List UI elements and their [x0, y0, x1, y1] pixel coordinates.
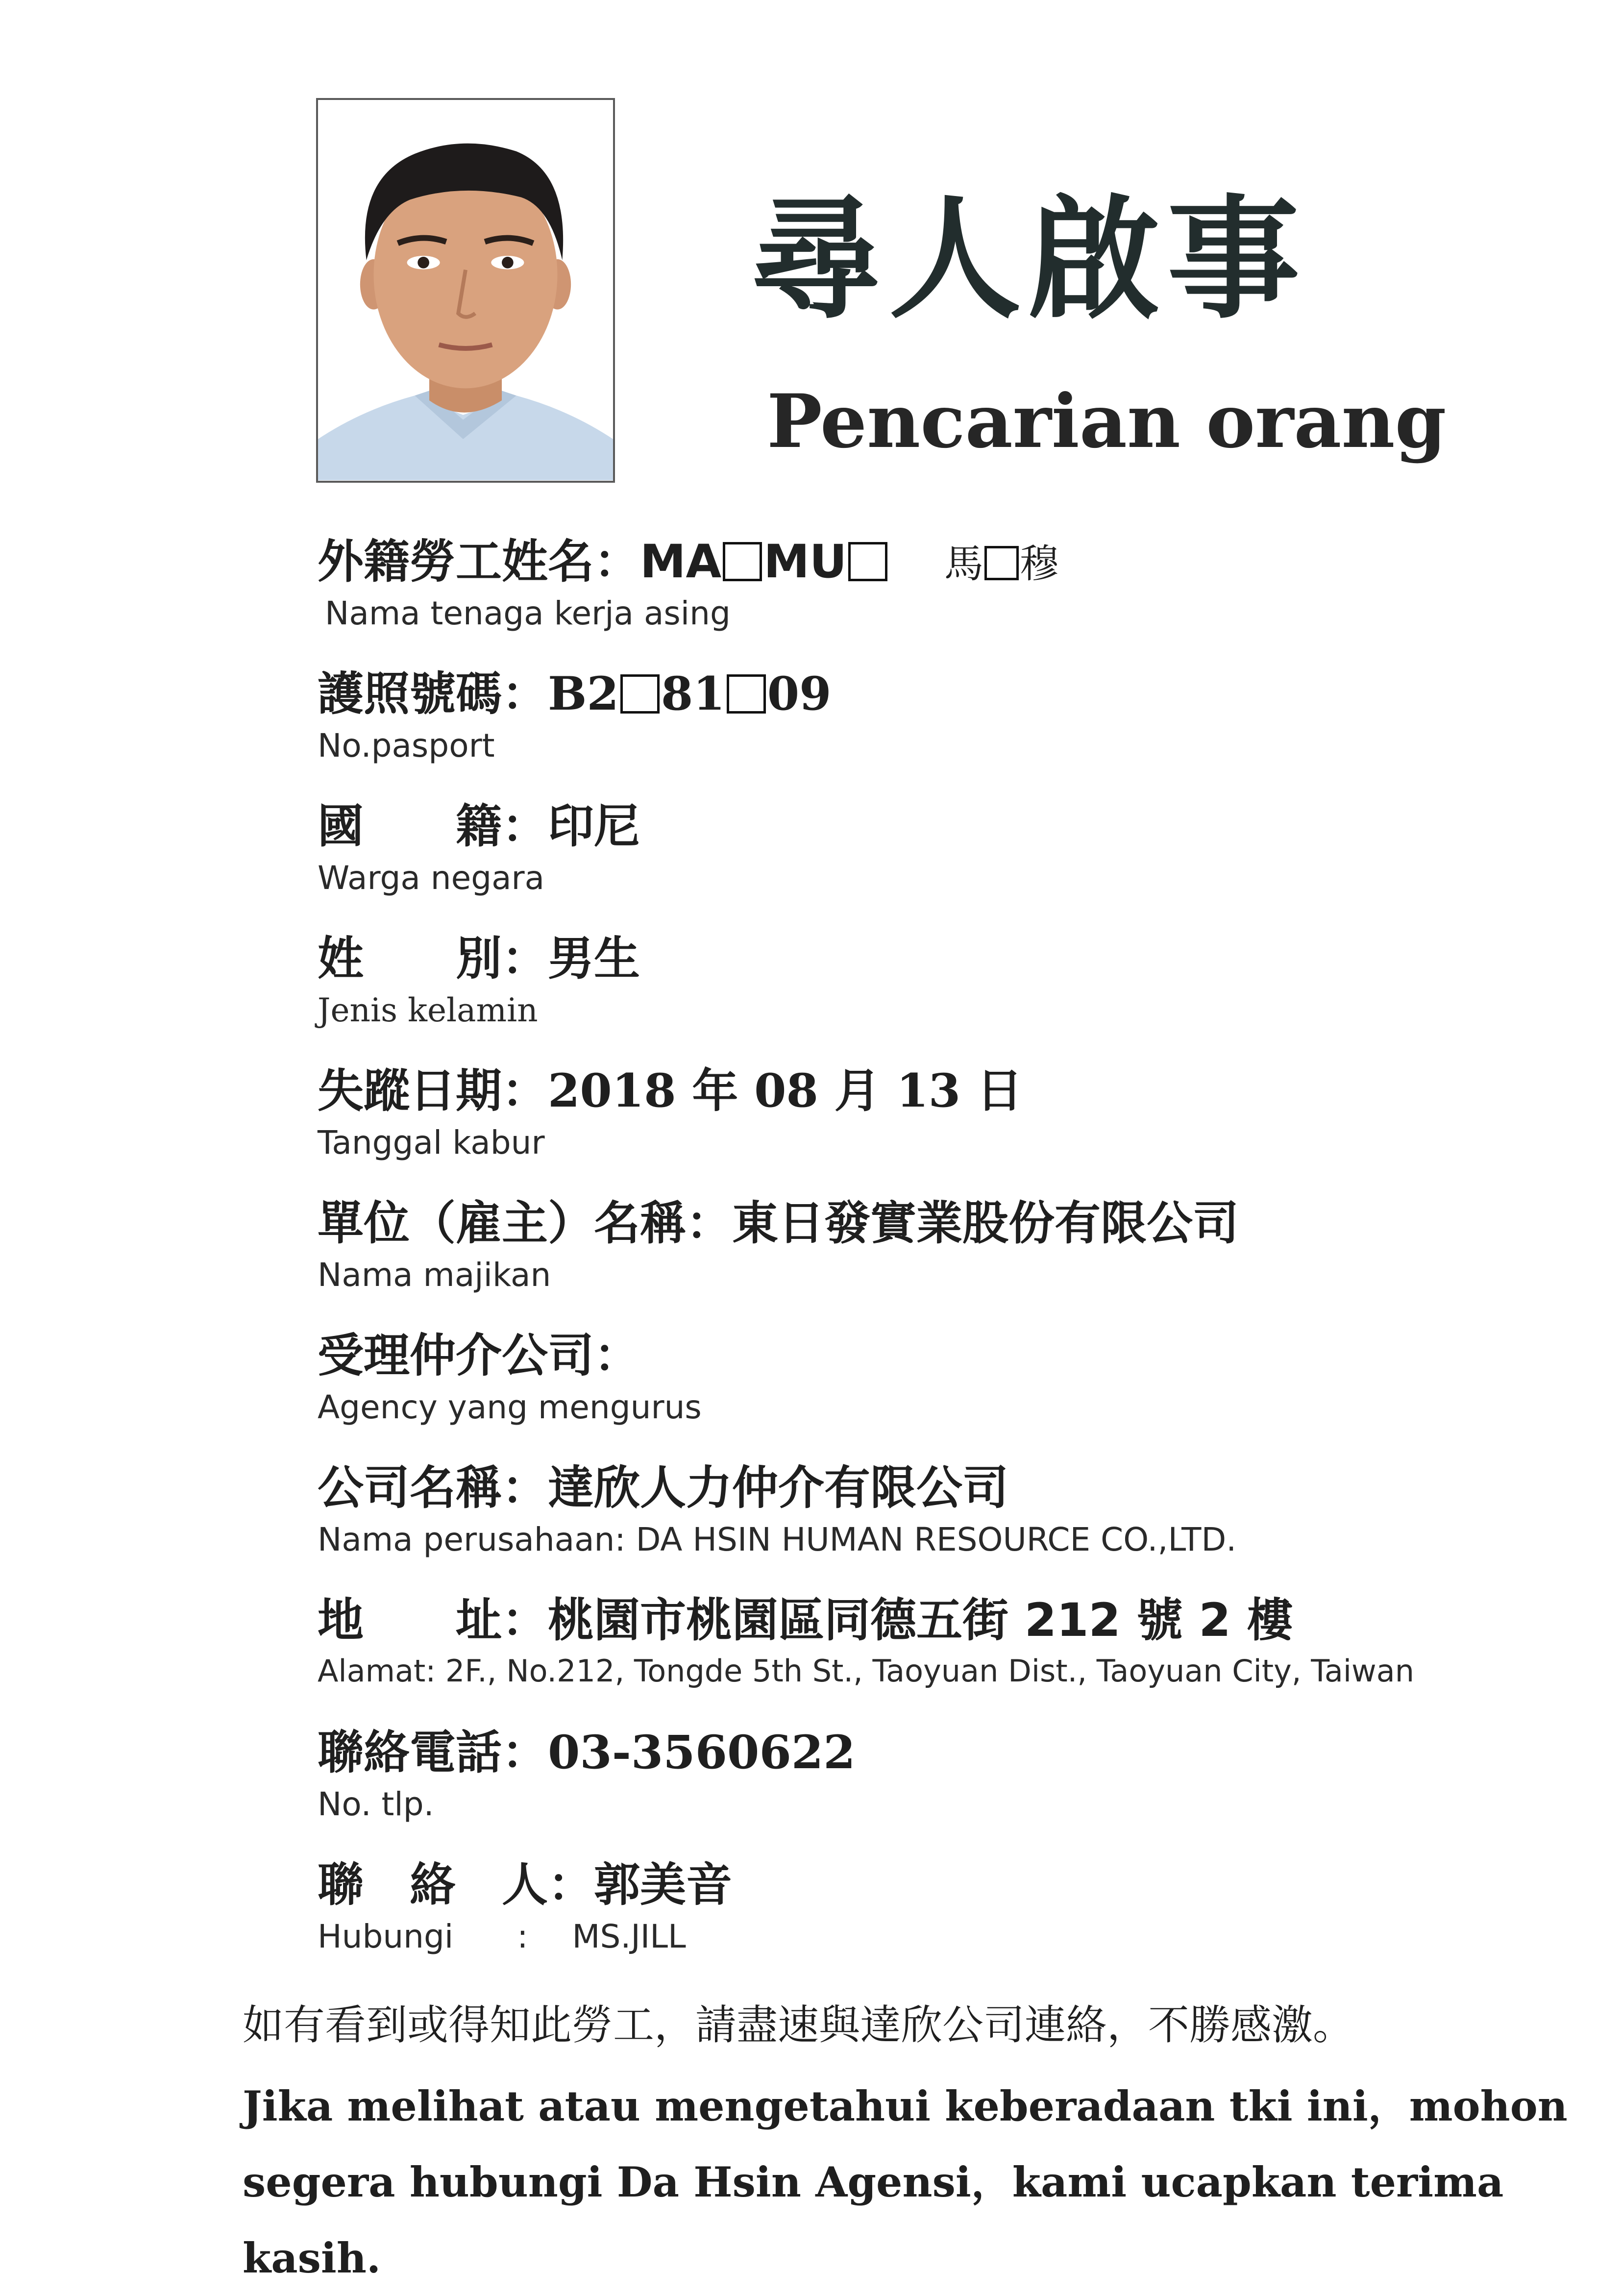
field-contact — [318, 1860, 1518, 1955]
address-sub: Alamat: 2F., No.212, Tongde 5th St., Taoyuan Dist., Taoyuan City, Taiwan — [318, 1653, 1415, 1689]
passport-value-part2: 81 — [661, 667, 725, 721]
name-value-part2: MU — [763, 535, 847, 589]
redaction-box — [848, 542, 887, 581]
phone-sub: No. tlp. — [318, 1785, 434, 1824]
name-label: 外籍勞工姓名： — [318, 535, 640, 589]
field-nationality — [318, 801, 1518, 896]
redaction-box — [723, 542, 762, 581]
company-sub: Nama perusahaan: DA HSIN HUMAN RESOURCE CO.,LTD. — [318, 1521, 1237, 1559]
field-employer — [318, 1198, 1518, 1293]
passport-value-part1: B2 — [548, 667, 619, 721]
redaction-box — [620, 674, 660, 714]
contact-sub-value: MS.JILL — [572, 1918, 686, 1956]
nationality-label: 國 籍： — [318, 800, 548, 853]
missing-date-value: 2018 年 08 月 13 日 — [548, 1064, 1023, 1118]
field-phone — [318, 1728, 1518, 1823]
contact-sub-sep: : — [517, 1918, 528, 1956]
field-company — [318, 1463, 1518, 1558]
redaction-box — [727, 674, 766, 714]
company-value: 達欣人力仲介有限公司 — [548, 1461, 1009, 1515]
closing-indonesian: Jika melihat atau mengetahui keberadaan tki ini，mohon segera hubungi Da Hsin Agensi，kami ucapkan terima kasih. — [243, 2082, 1568, 2282]
title-chinese: 尋人啟事 — [750, 182, 1306, 337]
field-name — [318, 537, 1518, 632]
redaction-box — [984, 546, 1019, 580]
agency-label: 受理仲介公司： — [318, 1329, 640, 1383]
nationality-sub: Warga negara — [318, 859, 545, 897]
gender-value: 男生 — [548, 932, 640, 986]
address-label: 地 址： — [318, 1594, 548, 1647]
field-agency — [318, 1331, 1518, 1426]
gender-sub: Jenis kelamin — [318, 991, 538, 1030]
name-sub: Nama tenaga kerja asing — [325, 594, 731, 633]
field-passport — [318, 669, 1518, 764]
agency-sub: Agency yang mengurus — [318, 1388, 702, 1427]
title-indonesian: Pencarian orang — [767, 378, 1447, 465]
passport-sub: No.pasport — [318, 727, 495, 765]
field-address — [318, 1595, 1518, 1688]
phone-value: 03-3560622 — [548, 1726, 856, 1779]
employer-value: 東日發實業股份有限公司 — [732, 1197, 1239, 1250]
chinese-name-part2: 穆 — [1019, 541, 1059, 587]
phone-label: 聯絡電話： — [318, 1726, 548, 1779]
closing-chinese: 如有看到或得知此勞工，請盡速與達欣公司連絡，不勝感激。 — [243, 2001, 1354, 2049]
chinese-name — [944, 541, 1059, 587]
contact-sub-label: Hubungi — [318, 1918, 454, 1956]
nationality-value: 印尼 — [548, 800, 640, 853]
contact-label: 聯 絡 人： — [318, 1858, 594, 1912]
contact-value: 郭美音 — [594, 1858, 733, 1912]
person-photo — [316, 98, 615, 483]
employer-label: 單位（雇主）名稱： — [318, 1197, 733, 1250]
chinese-name-part1: 馬 — [944, 541, 983, 587]
missing-date-sub: Tanggal kabur — [318, 1124, 545, 1162]
missing-date-label: 失蹤日期： — [318, 1064, 548, 1118]
passport-label: 護照號碼： — [318, 667, 548, 721]
field-missing-date — [318, 1066, 1518, 1161]
gender-label: 姓 別： — [318, 932, 548, 986]
address-value: 桃園市桃園區同德五街 212 號 2 樓 — [548, 1594, 1293, 1647]
person-icon — [318, 100, 613, 481]
name-value-part1: MA — [640, 535, 722, 589]
company-label: 公司名稱： — [318, 1461, 548, 1515]
employer-sub: Nama majikan — [318, 1256, 551, 1294]
passport-value-part3: 09 — [767, 667, 832, 721]
contact-sub — [318, 1919, 1518, 1955]
field-gender — [318, 934, 1518, 1029]
